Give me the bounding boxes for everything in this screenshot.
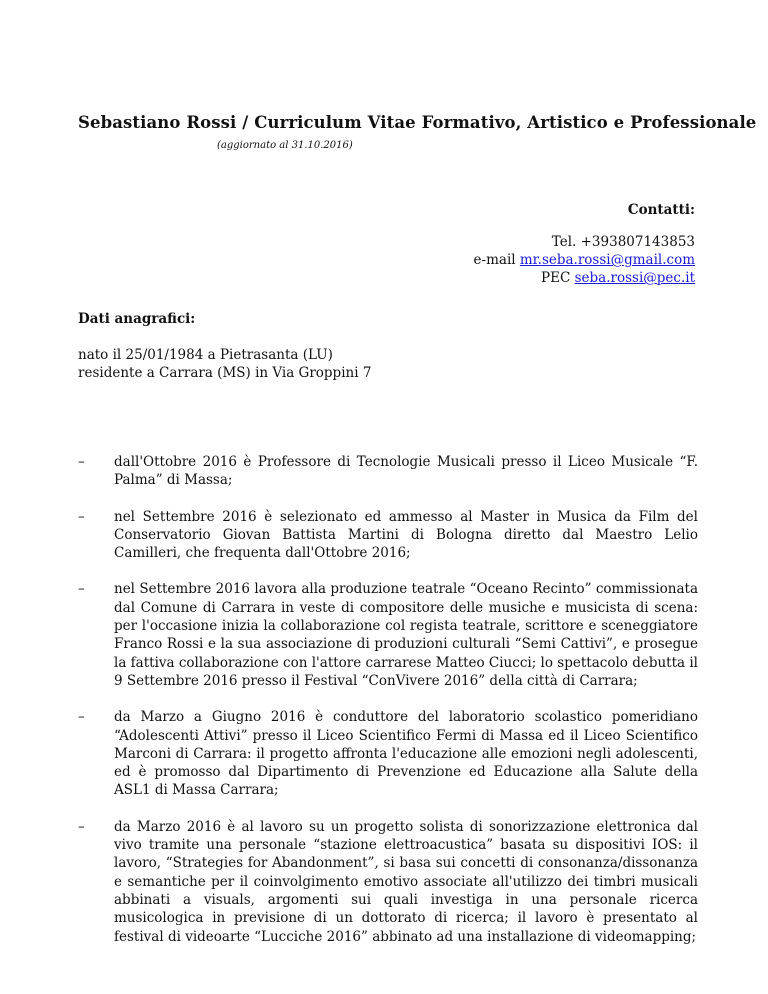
personal-data-heading: Dati anagrafici: bbox=[78, 311, 196, 327]
list-item-text: da Marzo a Giugno 2016 è conduttore del laboratorio scolastico pomeridiano “Adolescenti Attivi” presso il Liceo Scientifico Fermi di Massa ed il Liceo Scientifico Marconi di Carrara: il progetto affronta l'educazione alle emozioni negli adolescenti, ed è promosso dal Dipartimento di Prevenzione ed Educazione alla Salute della ASL1 di Massa Carrara; bbox=[114, 709, 698, 799]
list-item-text: dall'Ottobre 2016 è Professore di Tecnologie Musicali presso il Liceo Musicale “F. Palma” di Massa; bbox=[114, 454, 698, 489]
contacts-block bbox=[395, 201, 695, 287]
bullet-dash: – bbox=[78, 508, 85, 525]
list-item-text: nel Settembre 2016 lavora alla produzione teatrale “Oceano Recinto” commissionata dal Comune di Carrara in veste di compositore delle musiche e musicista di scena: per l'occasione inizia la collaborazione col regista teatrale, scrittore e sceneggiatore Franco Rossi e la sua associazione di produzioni culturali “Semi Cattivi”, e prosegue la fattiva collaborazione con l'attore carrarese Matteo Ciucci; lo spettacolo debutta il 9 Settembre 2016 presso il Festival “ConVivere 2016” della città di Carrara; bbox=[114, 581, 698, 689]
bullet-dash: – bbox=[78, 581, 85, 598]
personal-data-block bbox=[78, 310, 678, 382]
bullet-dash: – bbox=[78, 818, 85, 835]
list-item bbox=[78, 708, 698, 799]
list-item bbox=[78, 580, 698, 690]
experience-list bbox=[78, 453, 698, 964]
document-title: Sebastiano Rossi / Curriculum Vitae Formativo, Artistico e Professionale bbox=[78, 113, 757, 132]
email-link[interactable]: mr.seba.rossi@gmail.com bbox=[519, 252, 695, 268]
list-item bbox=[78, 818, 698, 946]
email-prefix: e-mail bbox=[473, 252, 520, 268]
pec-line bbox=[395, 269, 695, 287]
list-item-text: nel Settembre 2016 è selezionato ed ammesso al Master in Musica da Film del Conservatorio Giovan Battista Martini di Bologna diretto dal Maestro Lelio Camilleri, che frequenta dall'Ottobre 2016; bbox=[114, 508, 698, 562]
bullet-dash: – bbox=[78, 454, 85, 470]
phone-number: Tel. +393807143853 bbox=[551, 234, 695, 250]
bullet-dash: – bbox=[78, 709, 85, 726]
birth-info: nato il 25/01/1984 a Pietrasanta (LU) bbox=[78, 347, 333, 363]
contacts-heading: Contatti: bbox=[627, 202, 695, 218]
email-line bbox=[395, 251, 695, 269]
list-item bbox=[78, 508, 698, 563]
pec-link[interactable]: seba.rossi@pec.it bbox=[574, 270, 695, 286]
residence-info: residente a Carrara (MS) in Via Groppini 7 bbox=[78, 365, 372, 381]
list-item bbox=[78, 453, 698, 490]
updated-date: (aggiornato al 31.10.2016) bbox=[217, 140, 353, 151]
list-item-text: da Marzo 2016 è al lavoro su un progetto solista di sonorizzazione elettronica dal vivo tramite una personale “stazione elettroacustica” basata su dispositivi IOS: il lavoro, “Strategies for Abandonment”, si basa sui concetti di consonanza/dissonanza e semantiche per il coinvolgimento emotivo associate all'utilizzo dei timbri musicali abbinati a visuals, argomenti sui quali investiga in una personale ricerca musicologica in previsione di un dottorato di ricerca; il lavoro è presentato al festival di videoarte “Lucciche 2016” abbinato ad una installazione di videomapping; bbox=[114, 818, 698, 945]
pec-prefix: PEC bbox=[541, 270, 575, 286]
